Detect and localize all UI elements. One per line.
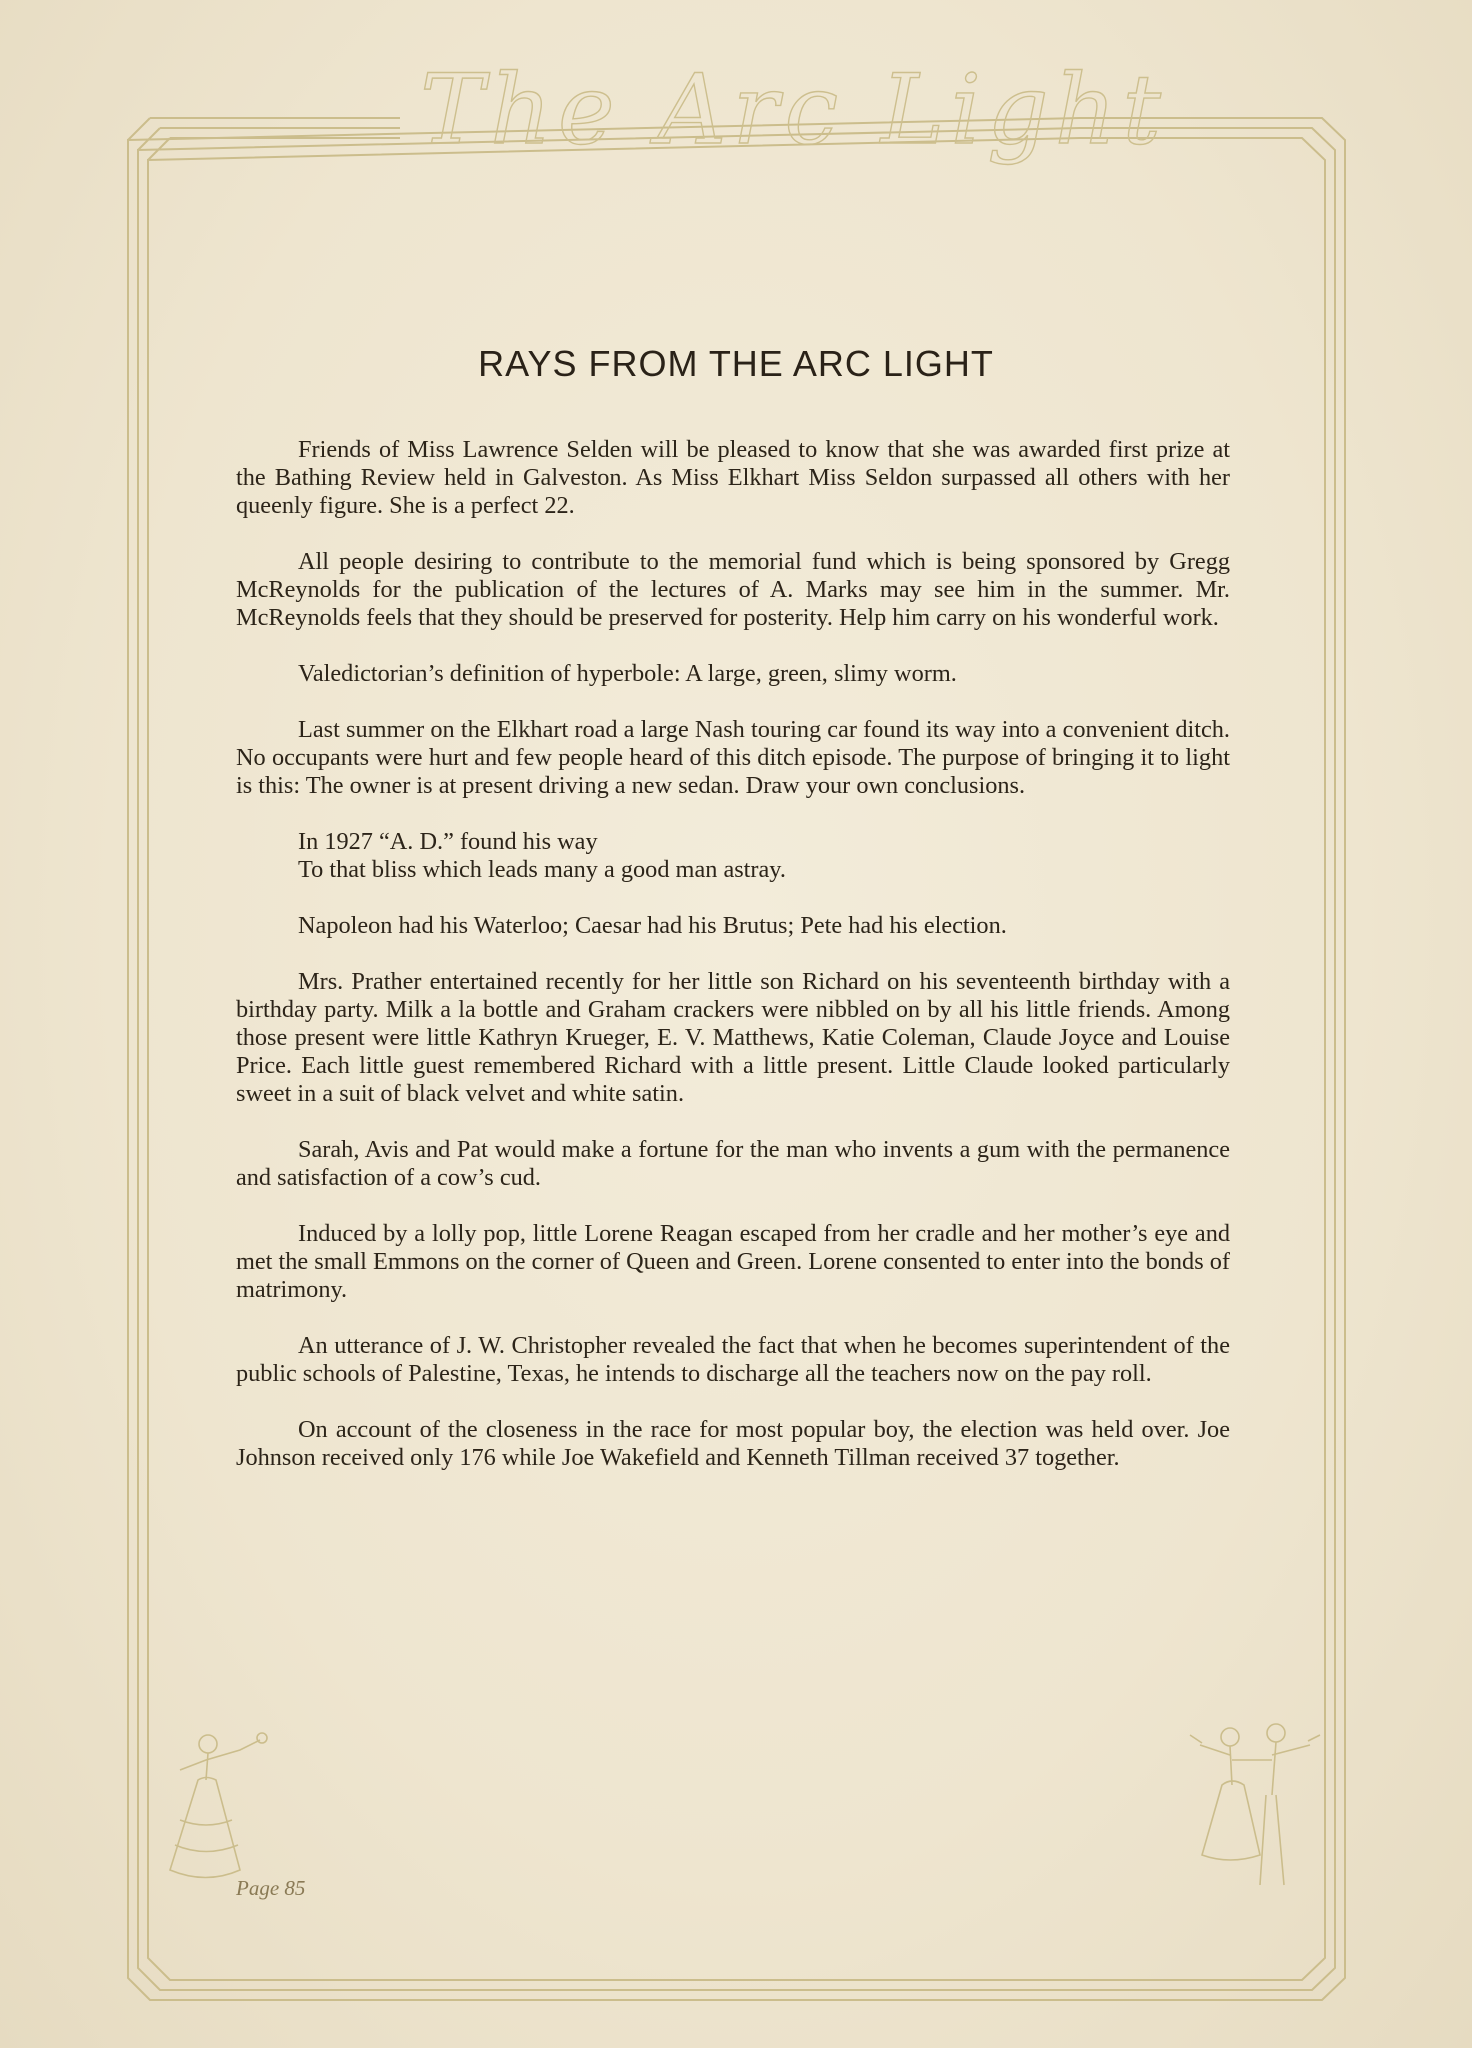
paragraph: Valedictorian’s definition of hyperbole: A large, green, slimy worm. [298,660,957,687]
paragraph: Friends of Miss Lawrence Selden will be pleased to know that she was awarded first prize at the Bathing Review held in Galveston. As Miss Elkhart Miss Seldon surpassed all others with her queenly figure. She is a perfect 22. [236,436,1230,519]
paragraph: Napoleon had his Waterloo; Caesar had his Brutus; Pete had his election. [298,912,1007,939]
paragraph: On account of the closeness in the race for most popular boy, the election was held over. Joe Johnson received only 176 while Joe Wakefield and Kenneth Tillman received 37 together. [236,1416,1230,1471]
article-body [236,436,1230,1500]
paragraph: All people desiring to contribute to the memorial fund which is being sponsored by Gregg McReynolds for the publication of the lectures of A. Marks may see him in the summer. Mr. McReynolds feels that they should be preserved for posterity. Help him carry on his wonderful work. [236,548,1230,631]
page-title: RAYS FROM THE ARC LIGHT [478,343,994,384]
verse-line: In 1927 “A. D.” found his way [298,828,598,855]
masthead-text: The Arc Light [420,54,1167,166]
paragraph: Last summer on the Elkhart road a large Nash touring car found its way into a convenient ditch. No occupants were hurt and few people heard of this ditch episode. The purpose of bringing it to light is this: The owner is at present driving a new sedan. Draw your own conclusions. [236,716,1230,799]
paragraph: An utterance of J. W. Christopher revealed the fact that when he becomes superintendent of the public schools of Palestine, Texas, he intends to discharge all the teachers now on the pay roll. [236,1332,1230,1387]
masthead-logo [420,40,1167,180]
paragraph: Sarah, Avis and Pat would make a fortune for the man who invents a gum with the permanence and satisfaction of a cow’s cud. [236,1136,1230,1191]
dancer-left-illustration [150,1720,290,1880]
dancing-couple-right-illustration [1180,1715,1330,1905]
page-number: Page 85 [236,1876,306,1900]
paragraph: Mrs. Prather entertained recently for her little son Richard on his seventeenth birthday with a birthday party. Milk a la bottle and Graham crackers were nibbled on by all his little friends. Among those present were little Kathryn Krueger, E. V. Matthews, Katie Coleman, Claude Joyce and Louise Price. Each little guest remembered Richard with a little present. Little Claude looked particularly sweet in a suit of black velvet and white satin. [236,968,1230,1107]
verse-line: To that bliss which leads many a good man astray. [298,856,786,883]
paragraph: Induced by a lolly pop, little Lorene Reagan escaped from her cradle and her mother’s eye and met the small Emmons on the corner of Queen and Green. Lorene consented to enter into the bonds of matrimony. [236,1220,1230,1303]
